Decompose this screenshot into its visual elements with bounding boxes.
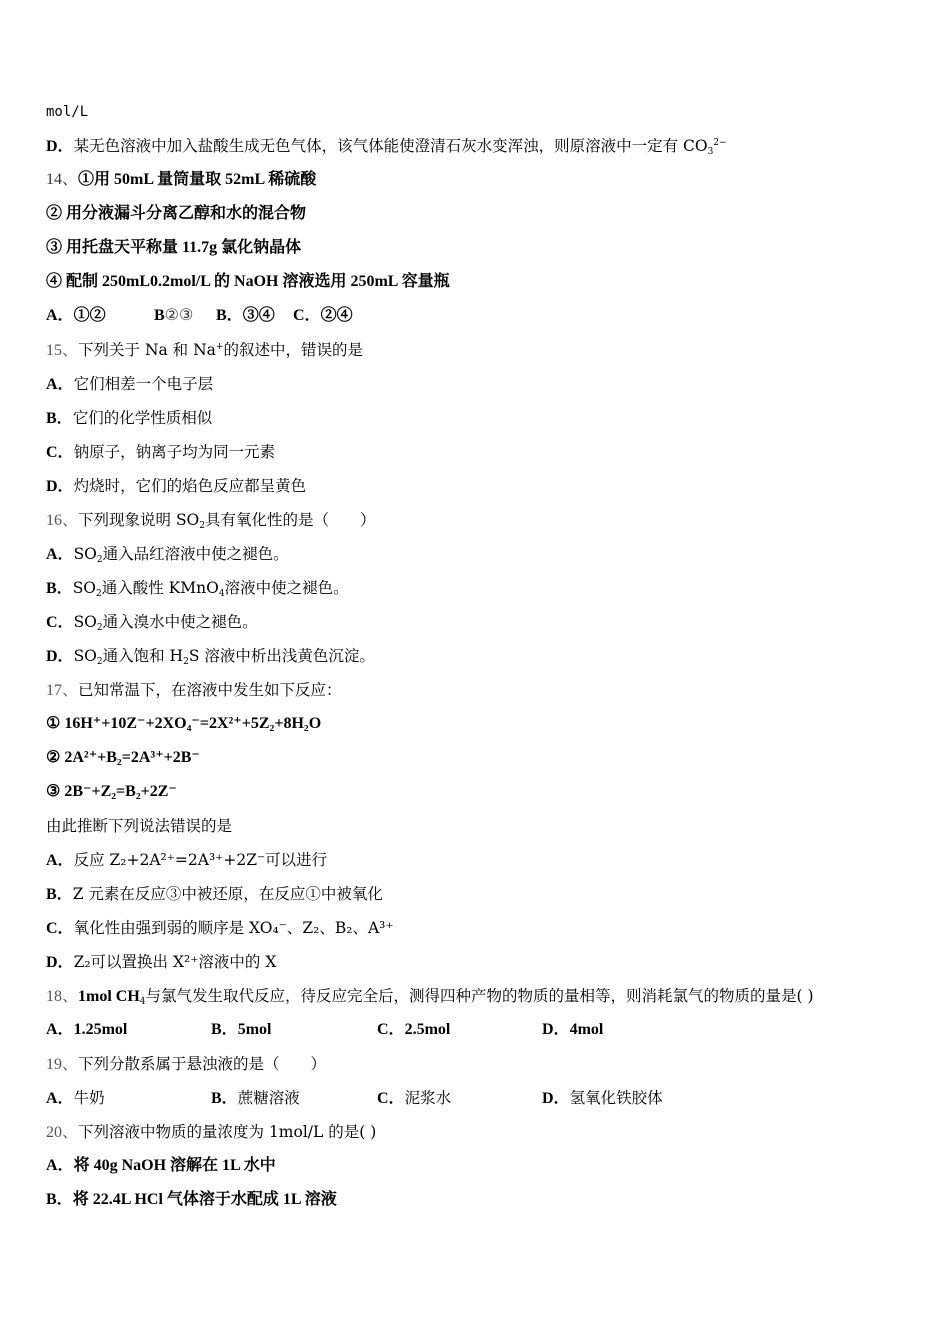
q16-option-a[interactable]: A．$SO_2$通入品红溶液中使之褪色。 bbox=[46, 545, 289, 565]
q14-options bbox=[46, 306, 446, 326]
q18-option-a[interactable]: A．1.25mol bbox=[46, 1021, 128, 1038]
q19-option-d[interactable]: D．氢氧化铁胶体 bbox=[542, 1089, 663, 1107]
q17-option-a[interactable]: A．反应 Z₂+2A²⁺=2A³⁺+2Z⁻可以进行 bbox=[46, 851, 328, 869]
q16-option-d[interactable]: D．$SO_2$通入饱和 $H_2S$ 溶液中析出浅黄色沉淀。 bbox=[46, 647, 375, 667]
q18-option-c[interactable]: C．2.5mol bbox=[377, 1021, 451, 1038]
question-number: 18、 bbox=[46, 988, 79, 1005]
question-number: 15、 bbox=[46, 342, 79, 359]
q15-option-c[interactable]: C．钠原子，钠离子均为同一元素 bbox=[46, 443, 276, 461]
option-label: D． bbox=[46, 138, 74, 155]
q19-option-a[interactable]: A．牛奶 bbox=[46, 1089, 105, 1107]
question-number: 19、 bbox=[46, 1056, 79, 1073]
q15-option-a[interactable]: A．它们相差一个电子层 bbox=[46, 375, 214, 393]
q17-option-c[interactable]: C．氧化性由强到弱的顺序是 XO₄⁻、Z₂、B₂、A³⁺ bbox=[46, 919, 394, 937]
q14-option-c[interactable]: C．②④ bbox=[293, 307, 353, 324]
question-number: 17、 bbox=[46, 682, 79, 699]
q18-option-b[interactable]: B．5mol bbox=[211, 1021, 272, 1038]
q15-option-d[interactable]: D．灼烧时，它们的焰色反应都呈黄色 bbox=[46, 477, 307, 495]
q17-inference-prompt: 由此推断下列说法错误的是 bbox=[46, 817, 233, 835]
q19-option-b[interactable]: B．蔗糖溶液 bbox=[211, 1089, 300, 1107]
q20-option-a[interactable]: A．将 40g NaOH 溶解在 1L 水中 bbox=[46, 1157, 276, 1174]
q19-options bbox=[46, 1088, 846, 1108]
q17-option-d[interactable]: D．Z₂可以置换出 X²⁺溶液中的 X bbox=[46, 953, 277, 971]
q17-reaction-3: ③ 2B⁻+Z₂=B₂+2Z⁻ bbox=[46, 783, 177, 800]
q17-reaction-1: ① 16H⁺+10Z⁻+2XO₄⁻=2X²⁺+5Z₂+8H₂O bbox=[46, 715, 322, 732]
q19-option-c[interactable]: C．泥浆水 bbox=[377, 1089, 452, 1107]
q14-item-3: ③ 用托盘天平称量 11.7g 氯化钠晶体 bbox=[46, 239, 302, 256]
q15-option-b[interactable]: B．它们的化学性质相似 bbox=[46, 409, 213, 427]
question-18-stem: 18、1mol $CH_4$与氯气发生取代反应，待反应完全后，测得四种产物的物质的量相等，则消耗氯气的物质的量是( ) bbox=[46, 987, 814, 1007]
q14-option-a[interactable]: A．①② bbox=[46, 307, 106, 324]
question-15-stem: 15、下列关于 Na 和 Na+的叙述中，错误的是 bbox=[46, 341, 363, 359]
q14-option-b[interactable]: B．③④ bbox=[216, 307, 275, 324]
q16-option-c[interactable]: C．$SO_2$通入溴水中使之褪色。 bbox=[46, 613, 258, 633]
question-16-stem: 16、下列现象说明 $SO_2$具有氧化性的是（ ） bbox=[46, 511, 376, 531]
q18-options bbox=[46, 1020, 846, 1040]
question-number: 14、 bbox=[46, 171, 79, 188]
q17-reaction-2: ② 2A²⁺+B₂=2A³⁺+2B⁻ bbox=[46, 749, 200, 766]
q13-option-d: D．某无色溶液中加入盐酸生成无色气体，该气体能使澄清石灰水变浑浊，则原溶液中一定有 $CO_3^{2-}$ bbox=[46, 137, 727, 157]
question-number: 20、 bbox=[46, 1124, 79, 1141]
q14-option-b-alt[interactable]: B②③ bbox=[154, 307, 194, 324]
question-19-stem: 19、下列分散系属于悬浊液的是（ ） bbox=[46, 1055, 327, 1073]
q17-option-b[interactable]: B．Z 元素在反应③中被还原，在反应①中被氧化 bbox=[46, 885, 383, 903]
question-14-stem: 14、①用 50mL 量筒量取 52mL 稀硫酸 bbox=[46, 171, 317, 188]
q20-option-b[interactable]: B．将 22.4L HCl 气体溶于水配成 1L 溶液 bbox=[46, 1191, 337, 1208]
q16-option-b[interactable]: B．$SO_2$通入酸性 KMnO$_4$溶液中使之褪色。 bbox=[46, 579, 349, 599]
q14-item-2: ② 用分液漏斗分离乙醇和水的混合物 bbox=[46, 205, 307, 222]
question-20-stem: 20、下列溶液中物质的量浓度为 1mol/L 的是( ) bbox=[46, 1123, 377, 1141]
question-17-stem: 17、已知常温下，在溶液中发生如下反应： bbox=[46, 681, 342, 699]
continued-unit-text: mol/L bbox=[46, 104, 89, 120]
q18-option-d[interactable]: D．4mol bbox=[542, 1021, 604, 1038]
question-number: 16、 bbox=[46, 512, 79, 529]
q14-item-4: ④ 配制 250mL0.2mol/L 的 NaOH 溶液选用 250mL 容量瓶 bbox=[46, 273, 450, 290]
